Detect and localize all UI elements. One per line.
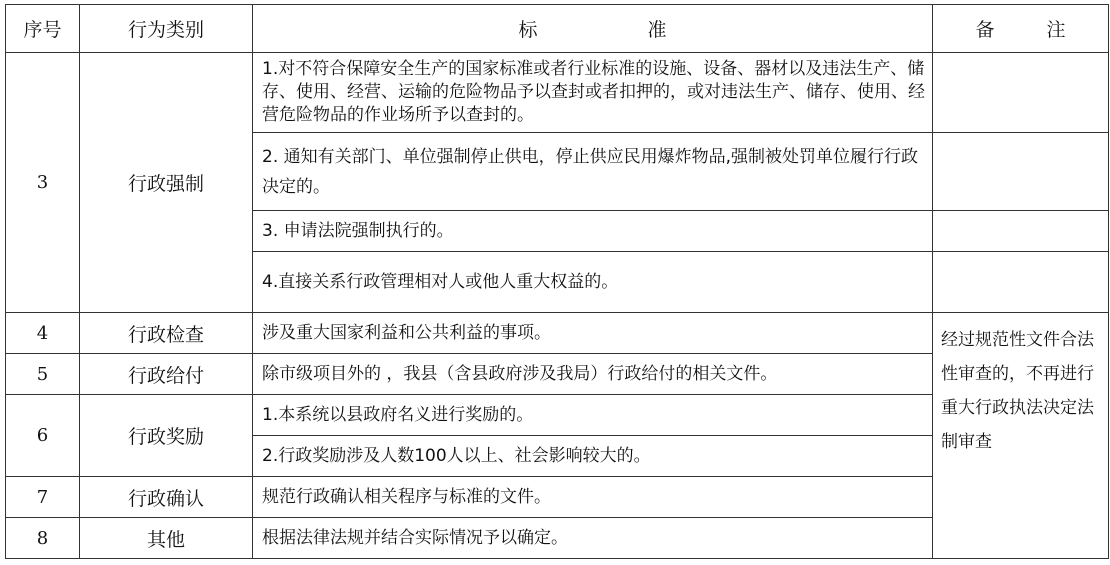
standard-cell: 4.直接关系行政管理相对人或他人重大权益的。: [253, 252, 933, 313]
row-category: 行政给付: [80, 354, 253, 395]
table-row: [6, 313, 1109, 354]
standard-cell: 除市级项目外的 ，我县（含县政府涉及我局）行政给付的相关文件。: [253, 354, 933, 395]
standard-cell: 2. 通知有关部门、单位强制停止供电，停止供应民用爆炸物品,强制被处罚单位履行行政决定的。: [253, 133, 933, 211]
row-category: 其他: [80, 518, 253, 559]
row-category: 行政强制: [80, 53, 253, 313]
table-row: [6, 53, 1109, 133]
header-standard: [253, 5, 933, 53]
standard-cell: 3. 申请法院强制执行的。: [253, 211, 933, 252]
row-number: 4: [6, 313, 80, 354]
header-standard-char-2: 准: [647, 19, 667, 41]
header-standard-char-1: 标: [518, 19, 538, 41]
standard-cell: 2.行政奖励涉及人数100人以上、社会影响较大的。: [253, 436, 933, 477]
row-category: 行政检查: [80, 313, 253, 354]
note-cell-empty: [933, 133, 1109, 211]
row-number: 3: [6, 53, 80, 313]
standard-cell: 规范行政确认相关程序与标准的文件。: [253, 477, 933, 518]
standard-cell: 涉及重大国家利益和公共利益的事项。: [253, 313, 933, 354]
header-note-char-1: 备: [975, 19, 995, 41]
note-cell-empty: [933, 53, 1109, 133]
standard-cell: 1.对不符合保障安全生产的国家标准或者行业标准的设施、设备、器材以及违法生产、储存、使用、经营、运输的危险物品予以查封或者扣押的，或对违法生产、储存、使用、经营危险物品的作业场所予以查封的。: [253, 53, 933, 133]
standard-cell: 1.本系统以县政府名义进行奖励的。: [253, 395, 933, 436]
header-note: [933, 5, 1109, 53]
row-category: 行政确认: [80, 477, 253, 518]
header-no: 序号: [6, 5, 80, 53]
review-standards-table: [5, 4, 1109, 559]
note-cell-empty: [933, 252, 1109, 313]
header-row: [6, 5, 1109, 53]
row-number: 5: [6, 354, 80, 395]
note-text: 经过规范性文件合法性审查的，不再进行重大行政执法决定法制审查: [941, 330, 1094, 452]
header-note-char-2: 注: [1046, 19, 1066, 41]
row-number: 8: [6, 518, 80, 559]
row-number: 7: [6, 477, 80, 518]
standard-cell: 根据法律法规并结合实际情况予以确定。: [253, 518, 933, 559]
row-number: 6: [6, 395, 80, 477]
header-category: 行为类别: [80, 5, 253, 53]
note-cell-empty: [933, 211, 1109, 252]
note-cell: [933, 313, 1109, 559]
row-category: 行政奖励: [80, 395, 253, 477]
